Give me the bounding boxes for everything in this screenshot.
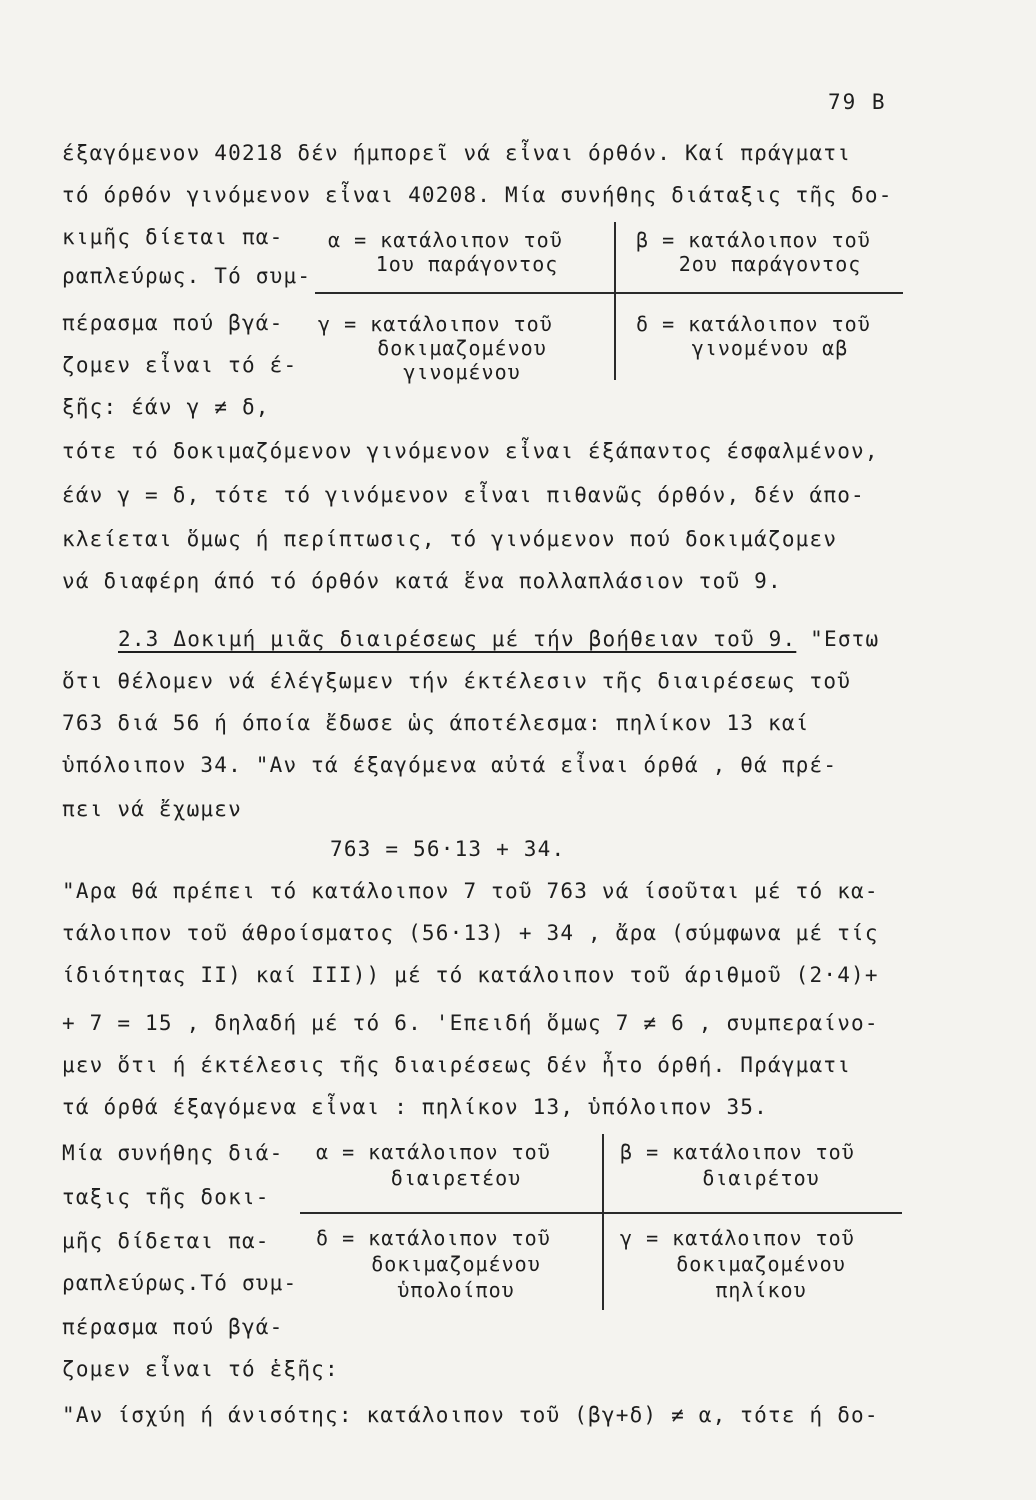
paragraph-line: έάν γ = δ, τότε τό γινόμενον εἶναι πιθανῶς όρθόν, δέν άπο- xyxy=(62,483,865,507)
final-line: "Αν ίσχύη ή άνισότης: κατάλοιπον τοῦ (βγ+δ) ≠ α, τότε ή δο- xyxy=(62,1403,879,1427)
equation: 763 = 56·13 + 34. xyxy=(330,837,566,861)
intro-line-2: τό όρθόν γινόμενον εἶναι 40208. Μία συνήθης διάταξις τῆς δο- xyxy=(62,183,893,207)
table2-vertical-rule xyxy=(602,1134,604,1310)
table1-cell-d: γινομένου αβ xyxy=(691,336,849,360)
page-number: 79 Β xyxy=(828,90,887,114)
table1-horizontal-rule xyxy=(315,292,903,294)
table1-side-line: πέρασμα πού βγά- xyxy=(62,311,284,335)
paragraph-line: τότε τό δοκιμαζόμενον γινόμενον εἶναι έξάπαντος έσφαλμένον, xyxy=(62,439,879,463)
paragraph-line: νά διαφέρη άπό τό όρθόν κατά ἕνα πολλαπλάσιον τοῦ 9. xyxy=(62,569,782,593)
paragraph-line: ίδιότητας ΙΙ) καί ΙΙΙ)) μέ τό κατάλοιπον τοῦ άριθμοῦ (2·4)+ xyxy=(62,963,879,987)
paragraph-line: πει νά ἔχωμεν xyxy=(62,797,242,821)
table1-cell-g: γινομένου xyxy=(403,360,521,384)
table1-vertical-rule xyxy=(614,222,616,380)
table1-cell-g: γ = κατάλοιπον τοῦ xyxy=(318,312,553,336)
table2-side-line: ζομεν εἶναι τό ἑξῆς: xyxy=(62,1357,339,1381)
section-heading: 2.3 Δοκιμή μιᾶς διαιρέσεως μέ τήν βοήθειαν τοῦ 9. xyxy=(118,627,797,651)
table2-cell-d: δ = κατάλοιπον τοῦ xyxy=(316,1226,551,1250)
table2-cell-g: πηλίκου xyxy=(715,1278,807,1302)
table2-cell-a: α = κατάλοιπον τοῦ xyxy=(316,1140,551,1164)
table2-side-line: Μία συνήθης διά- xyxy=(62,1141,284,1165)
table1-cell-a: α = κατάλοιπον τοῦ xyxy=(328,228,563,252)
table2-side-line: ραπλεύρως.Τό συμ- xyxy=(62,1271,298,1295)
paragraph-line: "Αρα θά πρέπει τό κατάλοιπον 7 τοῦ 763 νά ίσοῦται μέ τό κα- xyxy=(62,879,879,903)
table1-cell-d: δ = κατάλοιπον τοῦ xyxy=(636,312,871,336)
table1-cell-g: δοκιμαζομένου xyxy=(377,336,547,360)
table2-cell-g: γ = κατάλοιπον τοῦ xyxy=(620,1226,855,1250)
table1-cell-b: 2ου παράγοντος xyxy=(678,252,862,276)
paragraph-line: ὑπόλοιπον 34. "Αν τά έξαγόμενα αὐτά εἶναι όρθά , θά πρέ- xyxy=(62,753,838,777)
paragraph-line: κλείεται ὅμως ή περίπτωσις, τό γινόμενον πού δοκιμάζομεν xyxy=(62,527,838,551)
paragraph-line: ὅτι θέλομεν νά έλέγξωμεν τήν έκτέλεσιν τῆς διαιρέσεως τοῦ xyxy=(62,669,852,693)
table1-cell-b: β = κατάλοιπον τοῦ xyxy=(636,228,871,252)
table1-side-line: κιμῆς δίεται πα- xyxy=(62,225,284,249)
section-first-words: "Εστω xyxy=(810,627,880,651)
table1-side-line: ραπλεύρως. Τό συμ- xyxy=(62,264,312,288)
table2-cell-d: δοκιμαζομένου xyxy=(371,1252,541,1276)
table1-cell-a: 1ου παράγοντος xyxy=(375,252,559,276)
table2-horizontal-rule xyxy=(300,1212,902,1214)
table2-cell-d: ὑπολοίπου xyxy=(397,1278,515,1302)
paragraph-line: + 7 = 15 , δηλαδή μέ τό 6. 'Επειδή ὅμως 7 ≠ 6 , συμπεραίνο- xyxy=(62,1011,879,1035)
table2-side-line: μῆς δίδεται πα- xyxy=(62,1229,270,1253)
paragraph-line: 763 διά 56 ή όποία ἔδωσε ὡς άποτέλεσμα: πηλίκον 13 καί xyxy=(62,711,810,735)
table2-side-line: ταξις τῆς δοκι- xyxy=(62,1185,270,1209)
intro-line-1: έξαγόμενον 40218 δέν ήμπορεῖ νά εἶναι όρθόν. Καί πράγματι xyxy=(62,141,852,165)
table2-side-line: πέρασμα πού βγά- xyxy=(62,1315,284,1339)
paragraph-line: τά όρθά έξαγόμενα εἶναι : πηλίκον 13, ὑπόλοιπον 35. xyxy=(62,1095,768,1119)
paragraph-line: τάλοιπον τοῦ άθροίσματος (56·13) + 34 , ἄρα (σύμφωνα μέ τίς xyxy=(62,921,879,945)
paragraph-line: μεν ὅτι ή έκτέλεσις τῆς διαιρέσεως δέν ἦτο όρθή. Πράγματι xyxy=(62,1053,852,1077)
table2-cell-a: διαιρετέου xyxy=(390,1166,522,1190)
table2-cell-b: διαιρέτου xyxy=(702,1166,820,1190)
table2-cell-g: δοκιμαζομένου xyxy=(676,1252,846,1276)
table1-side-line: ζομεν εἶναι τό έ- xyxy=(62,353,298,377)
table2-cell-b: β = κατάλοιπον τοῦ xyxy=(620,1140,855,1164)
section-heading-line xyxy=(118,626,879,652)
table1-side-line: ξῆς: έάν γ ≠ δ, xyxy=(62,395,270,419)
